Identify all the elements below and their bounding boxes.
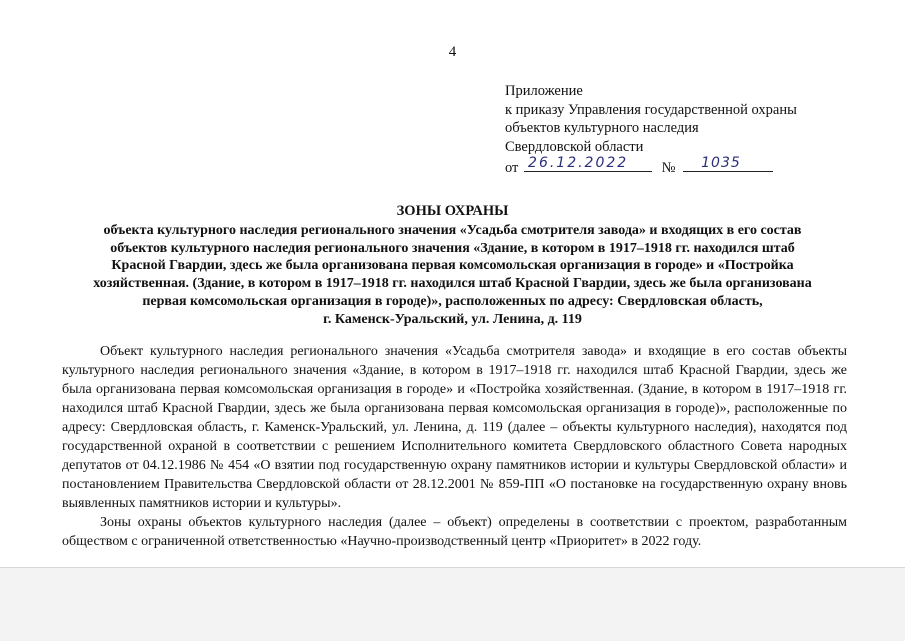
title-line-4: хозяйственная. (Здание, в котором в 1917–1918 гг. находился штаб Красной Гвардии, здесь же была организована: [93, 276, 812, 292]
title-line-1: объекта культурного наследия регионального значения «Усадьба смотрителя завода» и входящих в его состав: [103, 222, 802, 238]
appendix-order-line: к приказу Управления государственной охраны: [505, 101, 797, 118]
date-signature-line: [524, 156, 652, 172]
title-line-6: г. Каменск-Уральский, ул. Ленина, д. 119: [323, 311, 582, 327]
title-line-2: объектов культурного наследия регионального значения «Здание, в котором в 1917–1918 гг. находился штаб: [110, 240, 795, 256]
handwritten-date: 26.12.2022: [528, 154, 629, 171]
appendix-region-line: Свердловской области: [505, 138, 644, 155]
appendix-heading: Приложение: [505, 83, 583, 99]
number-signature-line: [683, 156, 773, 172]
handwritten-order-number: 1035: [701, 154, 741, 171]
document-body: [62, 342, 847, 551]
body-paragraph-2: Зоны охраны объектов культурного наследия (далее – объект) определены в соответствии с проектом, разработанным обществом с ограниченной ответственностью «Научно-производственный центр «Приоритет» в 2022 году.: [62, 515, 847, 549]
document-title-block: [60, 203, 845, 329]
appendix-date-number-line: [505, 156, 797, 178]
number-sign-label: №: [661, 160, 676, 176]
page-break-area: [0, 567, 905, 641]
page-number: 4: [448, 44, 457, 60]
appendix-objects-line: объектов культурного наследия: [505, 120, 699, 136]
body-paragraph-1: Объект культурного наследия регионального значения «Усадьба смотрителя завода» и входящие в его состав объекты культурного наследия регионального значения «Здание, в котором в 1917–1918 гг. находился штаб Красной Гвардии, здесь же была организована первая комсомольская организация в городе» и «Постройка хозяйственная. (Здание, в котором в 1917–1918 гг. находился штаб Красной Гвардии, здесь же была организована первая комсомольская организация в городе)», расположенные по адресу: Свердловская область, г. Каменск-Уральский, ул. Ленина, д. 119 (далее – объекты культурного наследия), находятся под государственной охраной в соответствии с решением Исполнительного комитета Свердловского областного Совета народных депутатов от 04.12.1986 № 454 «О взятии под государственную охрану памятников истории и культуры Свердловской области» и постановлением Правительства Свердловской области от 28.12.2001 № 859-ПП «О постановке на государственную охрану вновь выявленных памятников истории и культуры».: [62, 344, 847, 511]
title-line-5: первая комсомольская организация в городе)», расположенных по адресу: Свердловская область,: [142, 293, 763, 309]
document-title: ЗОНЫ ОХРАНЫ: [396, 203, 509, 219]
title-line-3: Красной Гвардии, здесь же была организована первая комсомольская организация в городе» и «Постройка: [111, 258, 794, 274]
date-from-label: от: [505, 160, 519, 176]
appendix-block: [505, 82, 797, 178]
